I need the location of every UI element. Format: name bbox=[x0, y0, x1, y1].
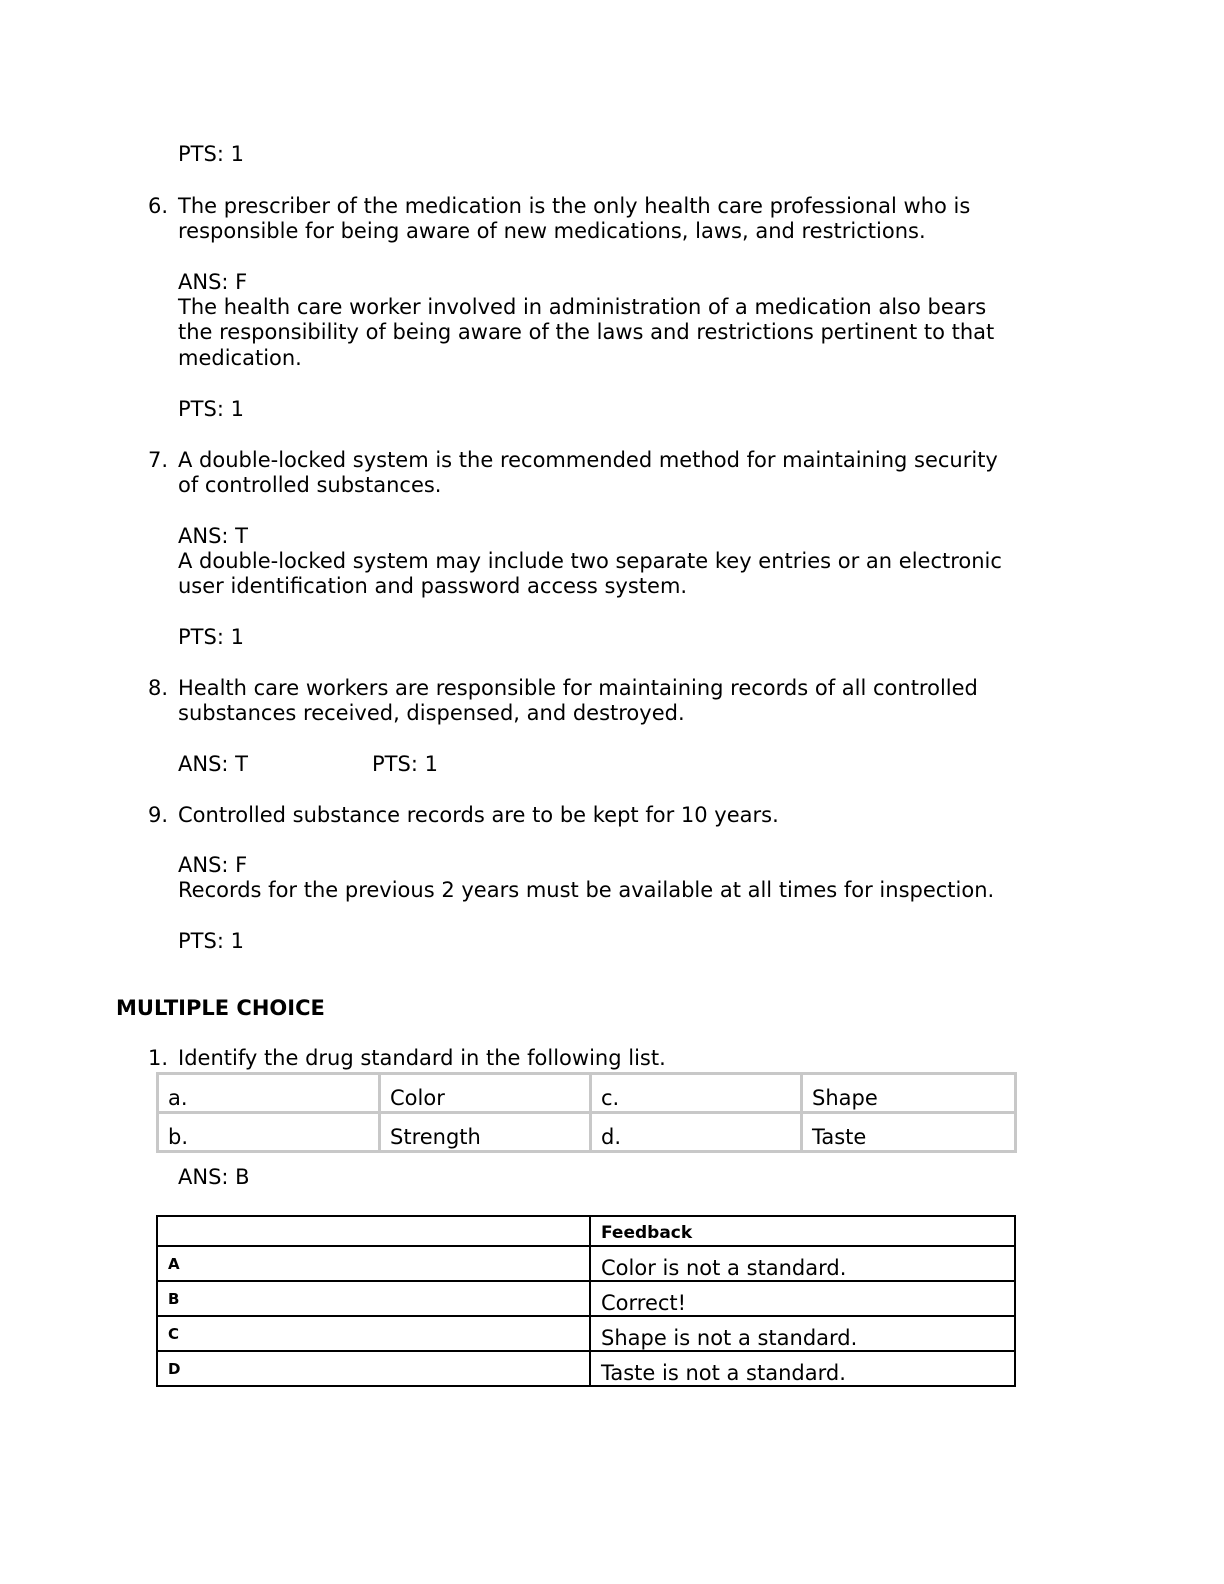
options-table bbox=[156, 1072, 1017, 1153]
feedback-row bbox=[157, 1351, 1015, 1386]
feedback-label: B bbox=[157, 1281, 590, 1316]
feedback-table bbox=[156, 1215, 1016, 1387]
question-number: 6. bbox=[148, 194, 169, 218]
answer: ANS: T bbox=[178, 524, 248, 548]
question-line: The prescriber of the medication is the only health care professional who is bbox=[178, 194, 971, 218]
feedback-text: Color is not a standard. bbox=[590, 1246, 1015, 1281]
option-text: Color bbox=[380, 1074, 591, 1113]
feedback-label: D bbox=[157, 1351, 590, 1386]
feedback-label: A bbox=[157, 1246, 590, 1281]
feedback-text: Correct! bbox=[590, 1281, 1015, 1316]
question-text: Controlled substance records are to be kept for 10 years. bbox=[178, 803, 779, 827]
rationale-line: medication. bbox=[178, 345, 302, 370]
question-number: 9. bbox=[148, 803, 169, 827]
question-line: substances received, dispensed, and destroyed. bbox=[178, 701, 685, 726]
option-letter: a. bbox=[158, 1074, 380, 1113]
section-heading: MULTIPLE CHOICE bbox=[116, 996, 325, 1020]
question-line: A double-locked system is the recommended method for maintaining security bbox=[178, 448, 998, 472]
feedback-header-empty bbox=[157, 1216, 590, 1246]
answer: ANS: B bbox=[178, 1165, 250, 1189]
feedback-text: Shape is not a standard. bbox=[590, 1316, 1015, 1351]
question-line: of controlled substances. bbox=[178, 473, 442, 498]
question-text bbox=[178, 676, 978, 727]
feedback-row bbox=[157, 1316, 1015, 1351]
option-text: Taste bbox=[802, 1113, 1016, 1152]
answer: ANS: T bbox=[178, 752, 248, 776]
feedback-row bbox=[157, 1246, 1015, 1281]
option-letter: b. bbox=[158, 1113, 380, 1152]
option-letter: d. bbox=[591, 1113, 802, 1152]
rationale: Records for the previous 2 years must be available at all times for inspection. bbox=[178, 878, 995, 902]
rationale-line: The health care worker involved in administration of a medication also bears bbox=[178, 295, 987, 319]
options-row bbox=[158, 1074, 1016, 1113]
rationale bbox=[178, 549, 1002, 600]
rationale-line: A double-locked system may include two separate key entries or an electronic bbox=[178, 549, 1002, 573]
question-text: Identify the drug standard in the following list. bbox=[178, 1046, 666, 1070]
pts-value: PTS: 1 bbox=[178, 142, 244, 166]
options-row bbox=[158, 1113, 1016, 1152]
feedback-row bbox=[157, 1281, 1015, 1316]
rationale-line: user identification and password access system. bbox=[178, 574, 688, 599]
question-line: Health care workers are responsible for maintaining records of all controlled bbox=[178, 676, 978, 700]
feedback-header-row bbox=[157, 1216, 1015, 1246]
question-number: 8. bbox=[148, 676, 169, 700]
question-text bbox=[178, 448, 998, 499]
question-number: 1. bbox=[148, 1046, 169, 1070]
option-text: Shape bbox=[802, 1074, 1016, 1113]
rationale bbox=[178, 295, 994, 371]
question-number: 7. bbox=[148, 448, 169, 472]
rationale-line: the responsibility of being aware of the laws and restrictions pertinent to that bbox=[178, 320, 995, 345]
option-text: Strength bbox=[380, 1113, 591, 1152]
pts-value: PTS: 1 bbox=[178, 625, 244, 649]
pts-value: PTS: 1 bbox=[178, 397, 244, 421]
feedback-label: C bbox=[157, 1316, 590, 1351]
answer: ANS: F bbox=[178, 853, 248, 877]
question-text bbox=[178, 194, 970, 245]
feedback-header: Feedback bbox=[590, 1216, 1015, 1246]
question-line: responsible for being aware of new medications, laws, and restrictions. bbox=[178, 219, 926, 244]
option-letter: c. bbox=[591, 1074, 802, 1113]
feedback-text: Taste is not a standard. bbox=[590, 1351, 1015, 1386]
pts-value: PTS: 1 bbox=[372, 752, 438, 776]
answer: ANS: F bbox=[178, 270, 248, 294]
pts-value: PTS: 1 bbox=[178, 929, 244, 953]
